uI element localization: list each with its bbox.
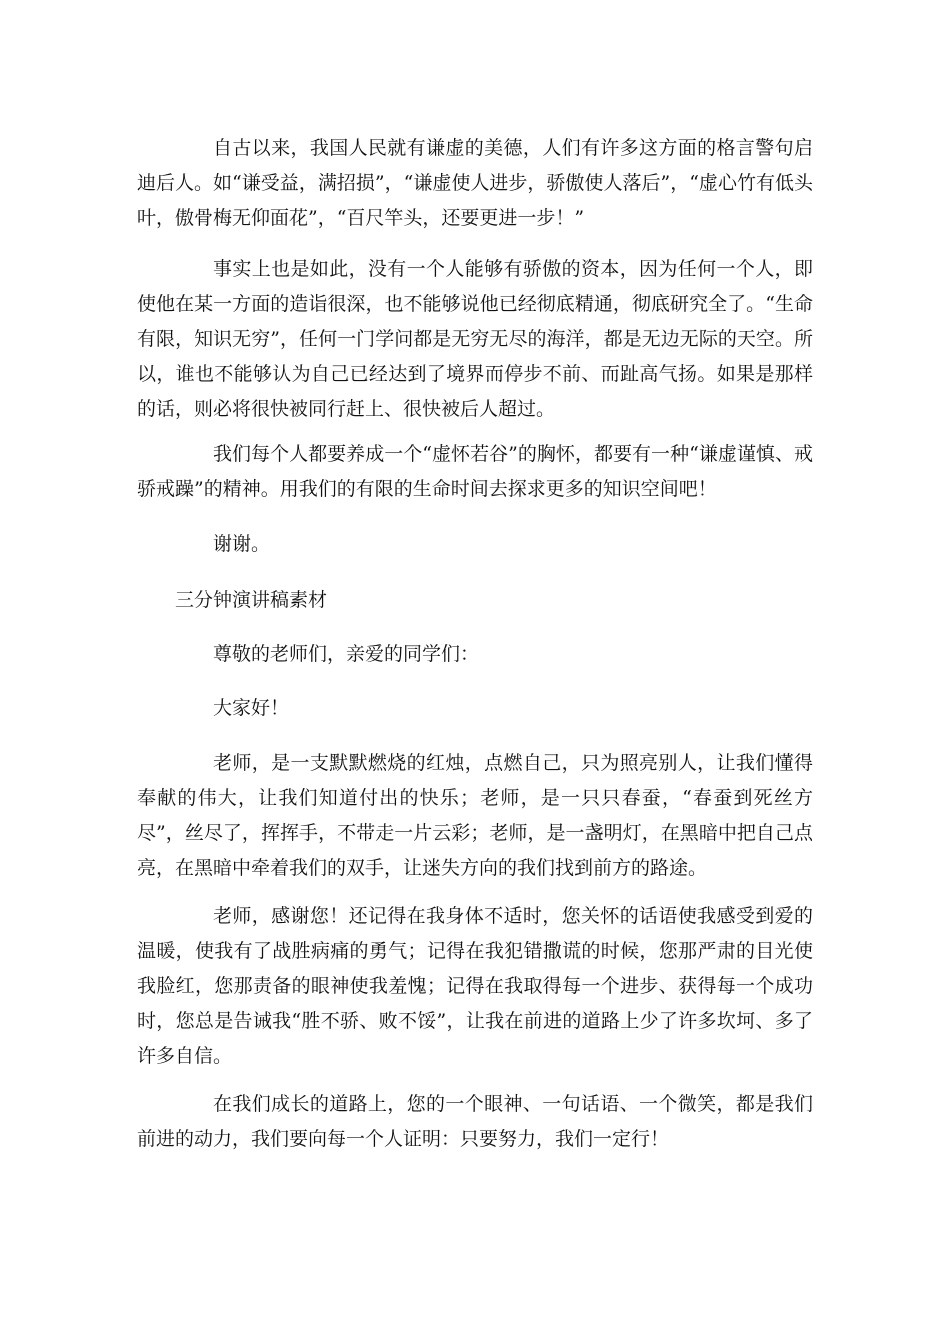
paragraph-teacher-metaphors: 老师，是一支默默燃烧的红烛，点燃自己，只为照亮别人，让我们懂得奉献的伟大，让我们知道付出的快乐；老师，是一只只春蚕，“春蚕到死丝方尽”，丝尽了，挥挥手，不带走一片云彩；老师，是一盏明灯，在黑暗中把自己点亮，在黑暗中牵着我们的双手，让迷失方向的我们找到前方的路途。: [137, 752, 813, 879]
paragraph-thank-teacher: 老师，感谢您！还记得在我身体不适时，您关怀的话语使我感受到爱的温暖，使我有了战胜病痛的勇气；记得在我犯错撒谎的时候，您那严肃的目光使我脸红，您那责备的眼神使我羞愧；记得在我取得每一个进步、获得每一个成功时，您总是告诫我“胜不骄、败不馁”，让我在前进的道路上少了许多坎坷、多了许多自信。: [137, 905, 813, 1067]
paragraph-thanks: 谢谢。: [213, 533, 271, 555]
paragraph-humility-tradition: 自古以来，我国人民就有谦虚的美德，人们有许多这方面的格言警句启迪后人。如“谦受益，满招损”，“谦虚使人进步，骄傲使人落后”，“虚心竹有低头叶，傲骨梅无仰面花”，“百尺竿头，还要更进一步！”: [137, 137, 813, 229]
paragraph-open-mind: 我们每个人都要养成一个“虚怀若谷”的胸怀，都要有一种“谦虚谨慎、戒骄戒躁”的精神。用我们的有限的生命时间去探求更多的知识空间吧！: [137, 443, 813, 500]
greeting-line: 尊敬的老师们，亲爱的同学们：: [213, 643, 480, 665]
hello-line: 大家好！: [213, 697, 290, 719]
section-title: 三分钟演讲稿素材: [175, 589, 328, 611]
paragraph-growth-motivation: 在我们成长的道路上，您的一个眼神、一句话语、一个微笑，都是我们前进的动力，我们要向每一个人证明：只要努力，我们一定行！: [137, 1093, 813, 1150]
paragraph-no-capital-for-pride: 事实上也是如此，没有一个人能够有骄傲的资本，因为任何一个人，即使他在某一方面的造诣很深，也不能够说他已经彻底精通，彻底研究全了。“生命有限，知识无穷”，任何一门学问都是无穷无尽的海洋，都是无边无际的天空。所以，谁也不能够认为自己已经达到了境界而停步不前、而趾高气扬。如果是那样的话，则必将很快被同行赶上、很快被后人超过。: [137, 258, 813, 420]
